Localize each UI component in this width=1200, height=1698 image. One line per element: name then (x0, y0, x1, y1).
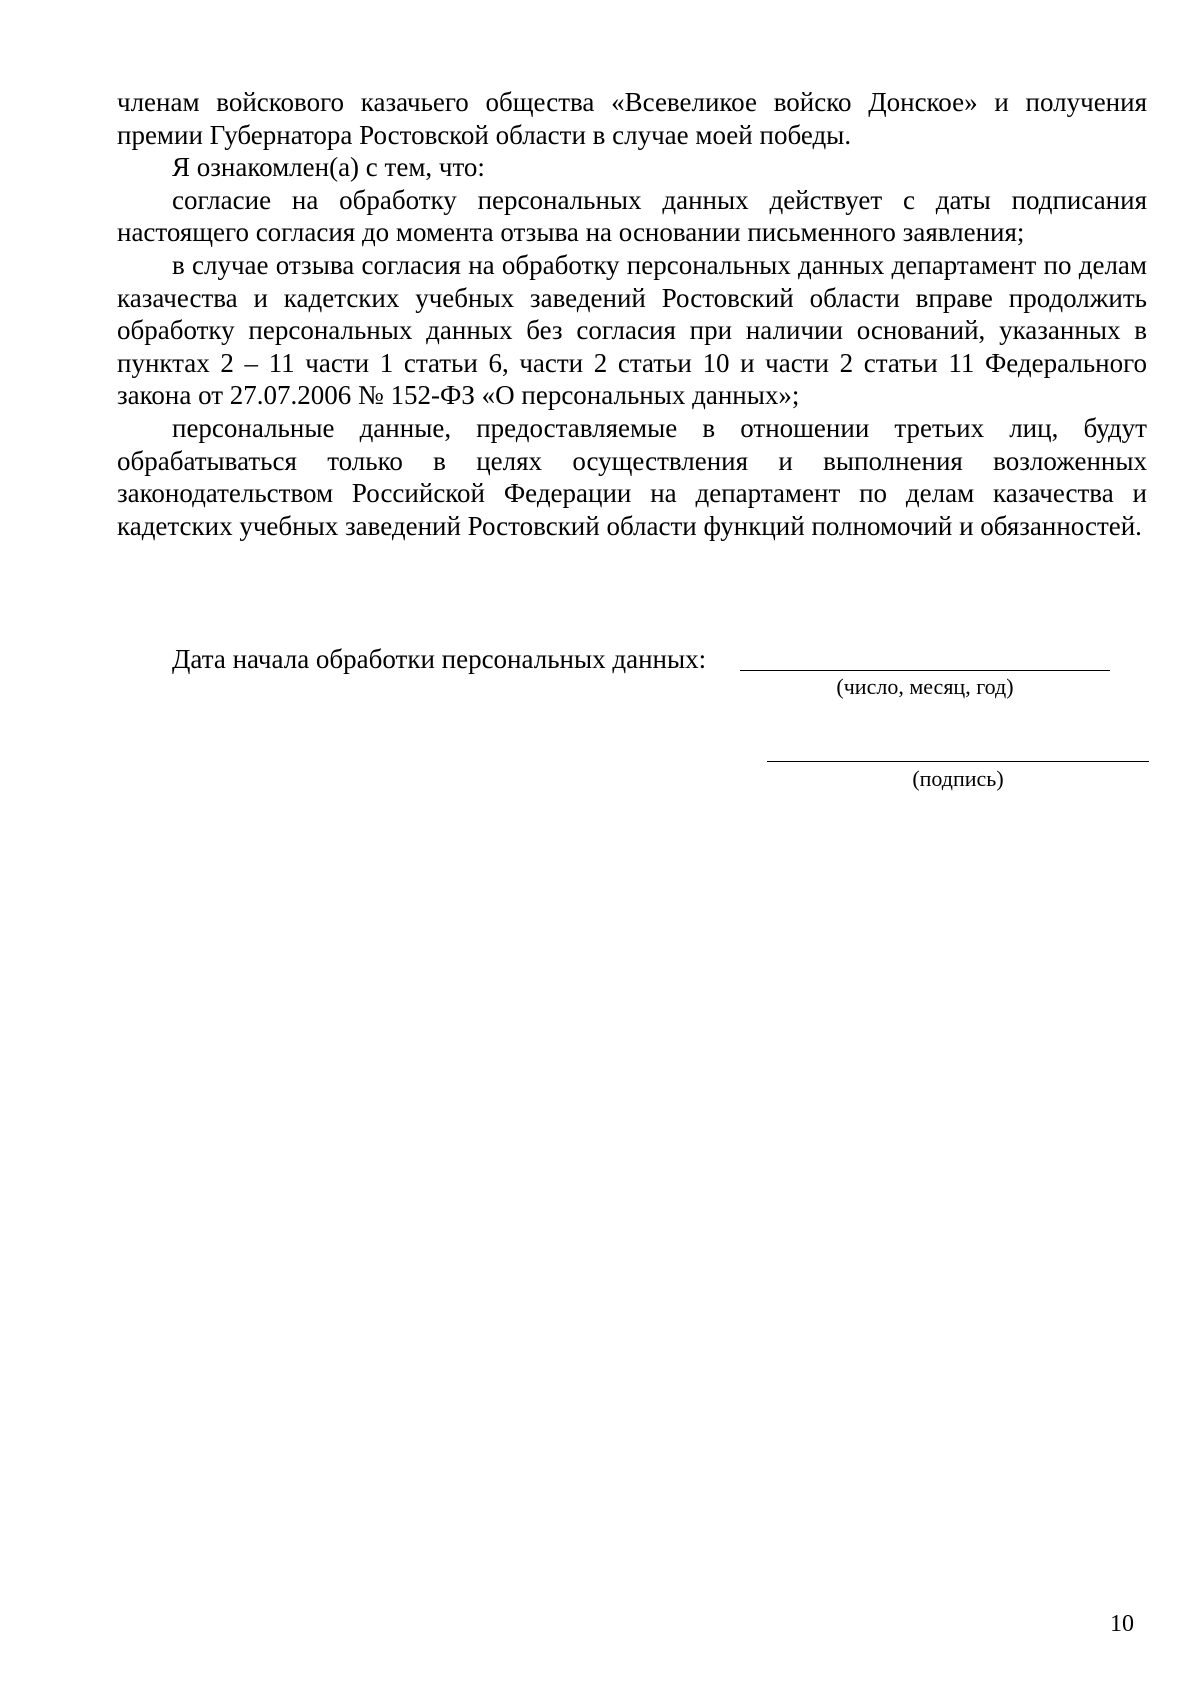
paragraph-continuation: членам войскового казачьего общества «Всевеликое войско Донское» и получения премии Губернатора Ростовской области в случае моей победы. (117, 87, 1147, 150)
signature-hint: (подпись) (912, 766, 1004, 791)
paragraph-third-parties: персональные данные, предоставляемые в отношении третьих лиц, будут обрабатываться только в целях осуществления и выполнения возложенных законодательством Российской Федерации на департамент по делам казачества и кадетских учебных заведений Ростовский области функций полномочий и обязанностей. (117, 412, 1147, 541)
consent-body (117, 86, 1147, 542)
paragraph-acknowledgement: Я ознакомлен(а) с тем, что: (172, 152, 485, 183)
page-number: 10 (1110, 1611, 1134, 1637)
signature-blank-line[interactable] (767, 761, 1149, 762)
date-hint: (число, месяц, год) (836, 674, 1014, 699)
paragraph-validity: согласие на обработку персональных данных действует с даты подписания настоящего согласия до момента отзыва на основании письменного заявления; (117, 184, 1147, 248)
date-start-label: Дата начала обработки персональных данных: (172, 644, 707, 674)
paragraph-withdrawal: в случае отзыва согласия на обработку персональных данных департамент по делам казачества и кадетских учебных заведений Ростовский области вправе продолжить обработку персональных данных без согласия при наличии оснований, указанных в пунктах 2 – 11 части 1 статьи 6, части 2 статьи 10 и части 2 статьи 11 Федерального закона от 27.07.2006 № 152-ФЗ «О персональных данных»; (117, 249, 1147, 411)
date-blank-line[interactable] (740, 670, 1110, 671)
